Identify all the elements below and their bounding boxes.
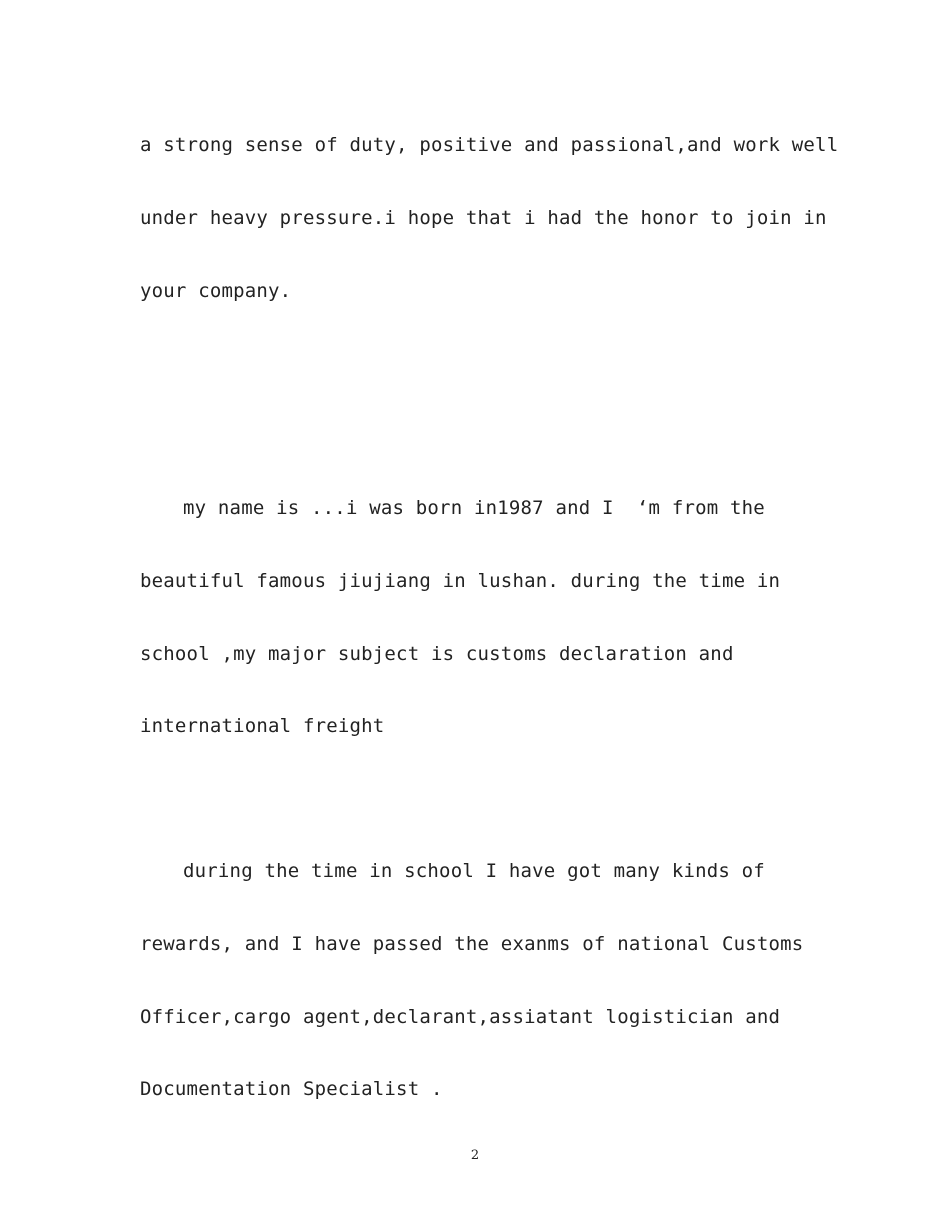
paragraph-line: under heavy pressure.i hope that i had the honor to join in	[140, 207, 827, 229]
page-number: 2	[470, 1148, 480, 1163]
paragraph-line: school ,my major subject is customs declaration and	[140, 643, 734, 665]
paragraph-line: Officer,cargo agent,declarant,assiatant logistician and	[140, 1006, 781, 1028]
paragraph-line: Documentation Specialist .	[140, 1078, 443, 1100]
paragraph-line: your company.	[140, 280, 292, 302]
paragraph-line: international freight	[140, 715, 385, 737]
paragraph-line: my name is ...i was born in1987 and I ‘m from the	[183, 497, 765, 519]
paragraph-line: rewards, and I have passed the exanms of national Customs	[140, 933, 804, 955]
paragraph-line: beautiful famous jiujiang in lushan. during the time in	[140, 570, 781, 592]
paragraph-line: during the time in school I have got many kinds of	[183, 860, 765, 882]
paragraph-line: a strong sense of duty, positive and passional,and work well	[140, 134, 839, 156]
